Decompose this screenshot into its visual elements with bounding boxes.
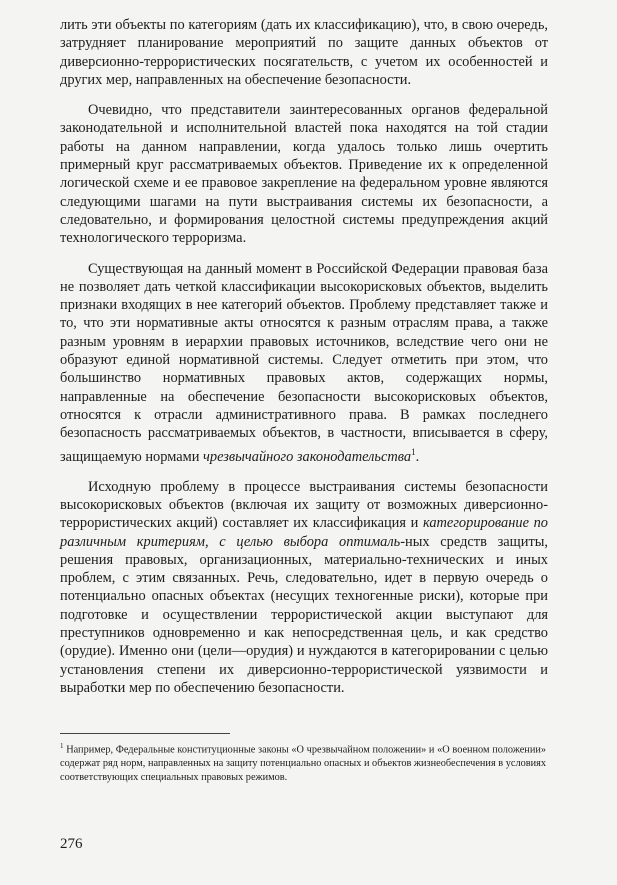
paragraph-3: Существующая на данный момент в Российской Федерации правовая база не позволяет дать четкой классификации высокорисковых объектов, выделить признаки входящих в нее категорий объектов. Проблему представляет также и то, что эти нормативные акты относятся к разным отраслям права, а также разным уровням в иерархии правовых источников, вследствие чего они не образуют единой нормативной системы. Следует отметить при этом, что большинство нормативных правовых актов, содержащих нормы, направленные на обеспечение безопасности высокорисковых объектов, относятся к отрасли административного права. В рамках последнего безопасность рассматриваемых объектов, в частности, вписывается в сферу, защищаемую нормами чрезвычайного законодательства$^1$. [60, 260, 548, 465]
footnote-text: Например, Федеральные конституционные законы «О чрезвычайном положении» и «О военном положении» содержат ряд норм, направленных на защиту потенциально опасных и объектов жизнеобеспечения в условиях соответствующих специальных правовых режимов. [60, 744, 546, 783]
paragraph-3-text: Существующая на данный момент в Российской Федерации правовая база не позволяет дать четкой классификации высокорисковых объектов, выделить признаки входящих в нее категорий объектов. Проблему представляет также и то, что эти нормативные акты относятся к разным отраслям права, а также разным уровням в иерархии правовых источников, вследствие чего они не образуют единой нормативной системы. Следует отметить при этом, что большинство нормативных правовых актов, содержащих нормы, направленные на обеспечение безопасности высокорисковых объектов, относятся к отрасли административного права. В рамках последнего безопасность рассматриваемых объектов, в частности, вписывается в сферу, защищаемую нормами [60, 260, 548, 465]
paragraph-4-italic: категорирование по различным критериям, с целью выбора оптималь- [60, 515, 548, 550]
paragraph-1: лить эти объекты по категориям (дать их классификацию), что, в свою очередь, затрудняет планирование мероприятий по защите данных объектов от диверсионно-террористических посягательств, с учетом их особенностей и других мер, направленных на обеспечение безопасности. [60, 17, 548, 88]
paragraph-4-text: Исходную проблему в процессе выстраивания системы безопасности высокорисковых объектов (включая их защиту от возможных диверсионно-террористических акций) составляет их классификация и [60, 478, 548, 532]
footnote-number: 1 [60, 742, 64, 750]
footnote-reference: 1 [411, 446, 416, 457]
paragraph-4-tail: ных средств защиты, решения правовых, организационных, материально-технических и иных проблем, с этим связанных. Речь, следовательно, идет в первую очередь о потенциально опасных объектах (несущих техногенные риски), которые при подготовке и осуществлении террористической акции выступают для преступников одновременно и как непосредственная цель, и как средство (орудие). Именно они (цели—орудия) и нуждаются в категорировании с целью установления степени их диверсионно-террористической уязвимости и выработки мер по обеспечению безопасности. [60, 533, 549, 696]
main-text [60, 16, 548, 697]
paragraph-3-italic: чрезвычайного законодательства [203, 448, 412, 465]
page-number: 276 [60, 836, 83, 852]
paragraph-2: Очевидно, что представители заинтересованных органов федеральной законодательной и исполнительной властей пока находятся на той стадии работы на данном направлении, когда удалось только лишь очертить примерный круг рассматриваемых объектов. Приведение их к определенной логической схеме и ее правовое закрепление на федеральном уровне являются следующими шагами на пути выстраивания системы их безопасности, а следовательно, и формирования целостной системы предупреждения акций технологического терроризма. [60, 102, 548, 247]
footnote-divider [60, 733, 230, 734]
footnote [60, 740, 546, 784]
paragraph-4 [60, 478, 548, 698]
